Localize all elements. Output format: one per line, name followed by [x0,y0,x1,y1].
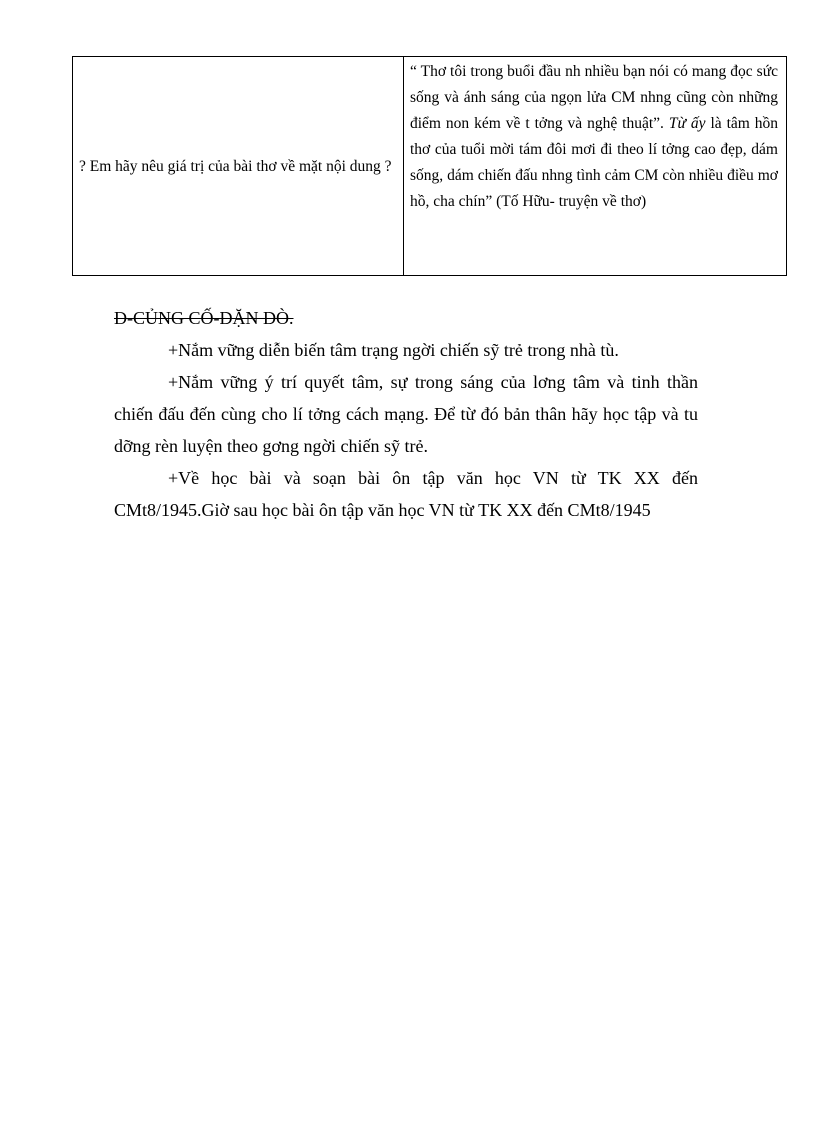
paragraph-2: +Nắm vững ý trí quyết tâm, sự trong sáng của lơng tâm và tinh thần chiến đấu đến cùng cho lí tởng cách mạng. Để từ đó bản thân hãy học tập và tu dỡng rèn luyện theo gơng ngời chiến sỹ trẻ. [114,372,698,456]
section-heading: Đ-CỦNG CỐ-DẶN DÒ. [114,308,294,328]
paragraph-1: +Nắm vững diễn biến tâm trạng ngời chiến sỹ trẻ trong nhà tù. [168,340,619,360]
question-text: ? Em hãy nêu giá trị của bài thơ về mặt nội dung ? [79,157,392,175]
answer-text-italic: Từ ấy [668,115,706,132]
paragraph-3: +Về học bài và soạn bài ôn tập văn học VN từ TK XX đến CMt8/1945.Giờ sau học bài ôn tập văn học VN từ TK XX đến CMt8/1945 [114,468,698,520]
answer-cell [404,57,786,275]
section-body [114,334,698,526]
answer-text-part1: “ Thơ tôi trong buổi đầu nh nhiều bạn nói có mang đọc sức sống và ánh sáng của ngọn lửa CM nhng cũng còn những điểm non kém về t tởng và nghệ thuật”. [410,63,778,132]
qa-table [72,56,787,276]
question-cell [73,57,404,275]
answer-text-part2: là tâm hồn thơ của tuổi mời tám đôi mơi đi theo lí tởng cao đẹp, dám sống, dám chiến đấu nhng tình cảm CM còn nhiều điều mơ hồ, cha chín” (Tố Hữu- truyện về thơ) [410,115,778,210]
